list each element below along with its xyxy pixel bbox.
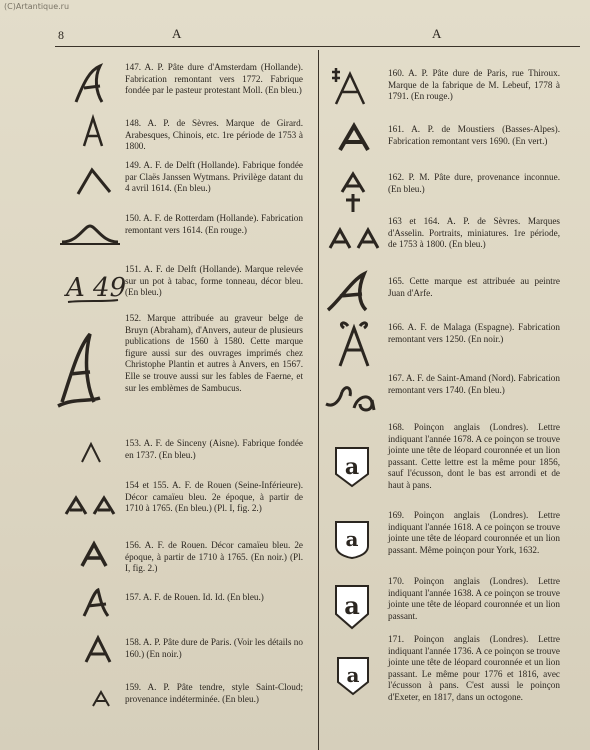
mark-154-155-double-a-icon	[62, 494, 122, 523]
entry-154-155: 154 et 155. A. F. de Rouen (Seine-Inférieure). Décor camaïeu bleu. 2e époque, à partir de 1710 à 1765. (En bleu.) (Pl. I, fig. 2.)	[125, 480, 303, 514]
entry-169: 169. Poinçon anglais (Londres). Lettre indiquant l'année 1618. A ce poinçon se trouve jointe une tête de léopard couronnée et un lion passant. Même poinçon pour York, 1632.	[388, 510, 560, 555]
mark-171-hallmark-icon	[336, 656, 370, 701]
mark-168-hallmark-icon	[334, 446, 370, 493]
entry-168: 168. Poinçon anglais (Londres). Lettre indiquant l'année 1678. A ce poinçon se trouve jointe une tête de léopard couronnée et un lion passant. Cette lettre est la même pour 1856, sauf l'écusson, dont le bas est arrondi et de haut à pans.	[388, 422, 560, 490]
mark-162-a-cross-icon	[338, 170, 368, 219]
watermark: (C)Artantique.ru	[4, 2, 70, 11]
entry-162: 162. P. M. Pâte dure, provenance inconnue. (En bleu.)	[388, 172, 560, 194]
entry-148: 148. A. P. de Sèvres. Marque de Girard. Arabesques, Chinois, etc. 1re période de 1753 à 1800.	[125, 118, 303, 152]
header-rule	[55, 46, 580, 47]
mark-160-crowned-a-icon	[330, 64, 370, 113]
mark-150-bar-caret-icon	[58, 222, 122, 253]
header-right-letter: A	[432, 26, 442, 41]
mark-170-hallmark-icon	[334, 584, 370, 635]
mark-151-label: A 49	[66, 273, 127, 303]
entry-160: 160. A. P. Pâte dure de Paris, rue Thiroux. Marque de la fabrique de M. Lebeuf, 1778 à 1791. (En rouge.)	[388, 68, 560, 102]
mark-151-script-a49-icon	[64, 264, 127, 313]
mark-169-hallmark-icon	[334, 520, 370, 565]
entry-166: 166. A. F. de Malaga (Espagne). Fabrication remontant vers 1250. (En noir.)	[388, 322, 560, 344]
entry-156: 156. A. F. de Rouen. Décor camaïeu bleu. 2e époque, à partir de 1710 à 1765. (En noir.) (Pl. I, fig. 2.)	[125, 540, 303, 574]
mark-158-a-icon	[82, 634, 114, 671]
mark-170-letter: a	[344, 591, 360, 620]
mark-167-script-a-icon	[324, 380, 378, 419]
mark-156-a-icon	[78, 540, 110, 575]
mark-147-script-a-icon	[70, 62, 110, 111]
entry-152: 152. Marque attribuée au graveur belge de Bruyn (Abraham), d'Anvers, auteur de plusieurs publications de 1560 à 1580. Cette marque figure aussi sur des ouvrages imprimés chez Christophe Plantin et autres à Anvers, en 1567. Elle se trouve aussi sur les fables de Faerne, et sur les emblèmes de Sambucus.	[125, 313, 303, 393]
page-number: 8	[58, 28, 64, 42]
header-left-letter: A	[172, 26, 182, 41]
mark-169-letter: a	[345, 527, 359, 551]
mark-168-letter: a	[344, 454, 360, 480]
mark-165-script-a-icon	[324, 270, 374, 319]
mark-148-small-a-icon	[78, 114, 108, 155]
entry-163-164: 163 et 164. A. P. de Sèvres. Marques d'Asselin. Portraits, miniatures. 1re période, de 1753 à 1800. (En bleu.)	[388, 216, 560, 250]
entry-153: 153. A. F. de Sinceny (Aisne). Fabrique fondée en 1737. (En bleu.)	[125, 438, 303, 460]
mark-159-small-a-icon	[90, 688, 112, 715]
entry-150: 150. A. F. de Rotterdam (Hollande). Fabrication remontant vers 1614. (En rouge.)	[125, 213, 303, 235]
entry-147: 147. A. P. Pâte dure d'Amsterdam (Hollande). Fabrication remontant vers 1772. Fabrique fondée par le pasteur protestant Moll. (En bleu.)	[125, 62, 303, 96]
entry-167: 167. A. F. de Saint-Amand (Nord). Fabrication remontant vers 1740. (En bleu.)	[388, 373, 560, 395]
mark-153-caret-icon	[78, 440, 104, 471]
entry-157: 157. A. F. de Rouen. Id. Id. (En bleu.)	[125, 592, 264, 602]
mark-163-164-double-a-icon	[326, 226, 386, 257]
entry-159: 159. A. P. Pâte tendre, style Saint-Cloud; provenance indéterminée. (En bleu.)	[125, 682, 303, 704]
entry-149: 149. A. F. de Delft (Hollande). Fabrique fondée par Claës Janssen Wytmans. Privilège datant du 4 avril 1614. (En bleu.)	[125, 160, 303, 194]
entry-151: 151. A. F. de Delft (Hollande). Marque relevée sur un pot à tabac, forme tonneau, décor bleu. (En bleu.)	[125, 264, 303, 298]
entry-161: 161. A. P. de Moustiers (Basses-Alpes). Fabrication remontant vers 1690. (En vert.)	[388, 124, 560, 146]
mark-157-script-a-icon	[80, 586, 112, 625]
entry-171: 171. Poinçon anglais (Londres). Lettre indiquant l'année 1736. A ce poinçon se trouve jointe une tête de léopard couronnée et un lion passant. Le même pour 1776 et 1816, avec l'écusson à pans. C'est aussi le poinçon d'Exeter, en 1817, dans un octogone.	[388, 634, 560, 702]
mark-149-caret-icon	[74, 164, 114, 203]
column-divider	[318, 50, 319, 750]
mark-171-letter: a	[346, 663, 360, 687]
entry-170: 170. Poinçon anglais (Londres). Lettre indiquant l'année 1638. A ce poinçon se trouve jointe une tête de léopard couronnée et un lion passant.	[388, 576, 560, 621]
entry-165: 165. Cette marque est attribuée au peintre Juan d'Arfe.	[388, 276, 560, 298]
mark-166-ornate-a-icon	[334, 320, 374, 375]
entry-158: 158. A. P. Pâte dure de Paris. (Voir les détails no 160.) (En noir.)	[125, 637, 303, 659]
mark-152-large-script-a-icon	[54, 328, 104, 413]
mark-161-a-icon	[336, 122, 372, 159]
